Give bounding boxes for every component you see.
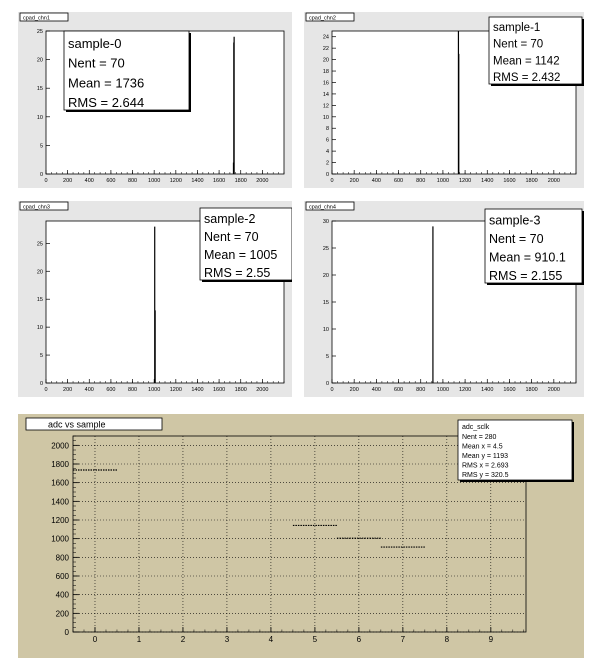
x-tick-label: 1400 xyxy=(191,178,204,184)
x-tick-label: 600 xyxy=(106,178,116,184)
x-tick-label: 1200 xyxy=(169,178,182,184)
stats-line: Mean x = 4.5 xyxy=(462,443,503,451)
y-tick-label: 5 xyxy=(325,354,329,360)
y-tick-label: 25 xyxy=(322,246,329,252)
histogram-sample-1 xyxy=(304,12,584,188)
x-tick-label: 400 xyxy=(371,178,381,184)
x-tick-label: 0 xyxy=(44,387,48,393)
y-tick-label: 200 xyxy=(55,609,69,619)
y-tick-label: 0 xyxy=(325,381,329,387)
y-tick-label: 1200 xyxy=(51,516,69,525)
stats-rms: RMS = 2.55 xyxy=(204,266,271,280)
stats-rms: RMS = 2.432 xyxy=(493,72,561,84)
pad-1 xyxy=(18,12,292,188)
y-tick-label: 16 xyxy=(322,80,329,87)
stats-mean: Mean = 1005 xyxy=(204,248,278,262)
y-tick-label: 15 xyxy=(322,300,329,306)
stats-mean: Mean = 1736 xyxy=(68,75,145,91)
x-tick-label: 200 xyxy=(349,178,359,184)
histogram-sample-2 xyxy=(18,201,292,397)
x-tick-label: 1000 xyxy=(436,387,450,393)
x-tick-label: 1200 xyxy=(458,178,472,184)
x-tick-label: 1400 xyxy=(191,387,204,393)
x-tick-label: 200 xyxy=(63,387,73,393)
pad-bottom xyxy=(18,414,584,658)
x-tick-label: 1600 xyxy=(503,178,516,184)
x-tick-label: 0 xyxy=(92,635,98,644)
x-tick-label: 600 xyxy=(393,387,404,393)
x-tick-label: 600 xyxy=(393,178,404,184)
x-tick-label: 400 xyxy=(84,387,94,393)
x-tick-label: 6 xyxy=(356,635,362,644)
x-tick-label: 1 xyxy=(136,635,142,644)
y-tick-label: 25 xyxy=(36,241,43,248)
y-tick-label: 10 xyxy=(322,114,329,121)
y-tick-label: 10 xyxy=(36,114,43,121)
stats-name: sample-1 xyxy=(493,21,541,34)
stats-line: RMS x = 2.693 xyxy=(462,462,509,470)
x-tick-label: 0 xyxy=(330,387,334,393)
stats-name: sample-3 xyxy=(489,213,541,228)
x-tick-label: 0 xyxy=(44,178,48,184)
y-tick-label: 2000 xyxy=(51,441,69,451)
y-tick-label: 20 xyxy=(36,269,43,276)
stats-entries: Nent = 70 xyxy=(204,230,259,244)
y-tick-label: 2 xyxy=(325,160,329,167)
stats-line: Mean y = 1193 xyxy=(462,453,508,460)
stats-entries: Nent = 70 xyxy=(68,55,125,71)
x-tick-label: 9 xyxy=(488,635,494,644)
stats-name: sample-0 xyxy=(68,35,122,51)
x-tick-label: 1800 xyxy=(525,178,538,184)
x-tick-label: 0 xyxy=(330,178,334,184)
x-tick-label: 1000 xyxy=(148,387,161,393)
x-tick-label: 800 xyxy=(416,387,426,393)
x-tick-label: 800 xyxy=(127,178,138,184)
x-tick-label: 1000 xyxy=(148,178,161,184)
x-tick-label: 1400 xyxy=(481,178,494,184)
y-tick-label: 24 xyxy=(322,34,329,41)
stats-rms: RMS = 2.644 xyxy=(68,95,145,110)
x-tick-label: 1200 xyxy=(169,387,182,393)
x-tick-label: 600 xyxy=(106,387,116,393)
y-tick-label: 0 xyxy=(39,172,43,178)
x-tick-label: 2000 xyxy=(256,178,269,184)
y-tick-label: 800 xyxy=(55,553,69,563)
x-tick-label: 1400 xyxy=(481,387,494,393)
x-tick-label: 1600 xyxy=(503,387,516,393)
x-tick-label: 1600 xyxy=(212,178,226,184)
x-tick-label: 2000 xyxy=(547,387,560,393)
x-tick-label: 1800 xyxy=(234,178,247,184)
x-tick-label: 1800 xyxy=(525,387,538,393)
y-tick-label: 20 xyxy=(322,57,329,64)
pad-title: cpad_chn4 xyxy=(309,204,336,211)
x-tick-label: 1000 xyxy=(436,178,450,184)
x-tick-label: 8 xyxy=(444,635,450,644)
pad-title: cpad_chn2 xyxy=(309,15,336,22)
y-tick-label: 1400 xyxy=(51,497,69,507)
y-tick-label: 10 xyxy=(322,327,329,333)
x-tick-label: 400 xyxy=(371,387,381,393)
y-tick-label: 18 xyxy=(322,69,329,76)
y-tick-label: 600 xyxy=(55,572,69,581)
pad-title: cpad_chn3 xyxy=(23,204,50,211)
x-tick-label: 200 xyxy=(63,178,73,184)
stats-entries: Nent = 70 xyxy=(489,232,544,246)
y-tick-label: 1600 xyxy=(51,478,69,488)
histogram-sample-0 xyxy=(18,12,292,188)
y-tick-label: 25 xyxy=(36,29,43,35)
x-tick-label: 7 xyxy=(400,635,406,644)
y-tick-label: 8 xyxy=(325,126,329,133)
pad-2 xyxy=(304,12,584,188)
y-tick-label: 5 xyxy=(39,353,43,360)
x-tick-label: 400 xyxy=(84,178,94,184)
x-tick-label: 1600 xyxy=(212,387,226,393)
y-tick-label: 15 xyxy=(36,297,43,304)
y-tick-label: 20 xyxy=(36,57,43,64)
stats-mean: Mean = 910.1 xyxy=(489,250,566,265)
y-tick-label: 30 xyxy=(322,219,329,225)
pad-3 xyxy=(18,201,292,397)
y-tick-label: 22 xyxy=(322,46,329,53)
y-tick-label: 1000 xyxy=(51,534,69,544)
x-tick-label: 2000 xyxy=(256,387,269,393)
y-tick-label: 400 xyxy=(55,590,69,600)
y-tick-label: 5 xyxy=(39,143,43,150)
x-tick-label: 1800 xyxy=(234,387,247,393)
y-tick-label: 0 xyxy=(325,172,329,178)
x-tick-label: 2000 xyxy=(547,178,560,184)
pad-4 xyxy=(304,201,584,397)
x-tick-label: 800 xyxy=(127,387,138,393)
stats-mean: Mean = 1142 xyxy=(493,55,560,68)
pad-title: cpad_chn1 xyxy=(23,15,50,22)
x-tick-label: 800 xyxy=(416,178,426,184)
y-tick-label: 6 xyxy=(325,137,329,144)
y-tick-label: 15 xyxy=(36,86,43,93)
x-tick-label: 200 xyxy=(349,387,359,393)
x-tick-label: 1200 xyxy=(458,387,472,393)
scatter-adc-vs-sample xyxy=(18,414,584,658)
y-tick-label: 4 xyxy=(325,149,329,156)
x-tick-label: 2 xyxy=(180,635,186,644)
y-tick-label: 0 xyxy=(64,628,69,637)
stats-name: adc_sclk xyxy=(462,424,490,431)
stats-line: Nent = 280 xyxy=(462,434,497,441)
stats-name: sample-2 xyxy=(204,212,256,226)
stats-rms: RMS = 2.155 xyxy=(489,269,563,283)
x-tick-label: 5 xyxy=(312,635,318,644)
y-tick-label: 10 xyxy=(36,325,43,332)
stats-entries: Nent = 70 xyxy=(493,38,544,51)
stats-line: RMS y = 320.5 xyxy=(462,472,509,479)
y-tick-label: 1800 xyxy=(51,460,69,469)
y-tick-label: 14 xyxy=(322,91,329,98)
y-tick-label: 20 xyxy=(322,273,329,279)
x-tick-label: 3 xyxy=(224,635,230,644)
y-tick-label: 0 xyxy=(39,381,43,387)
histogram-sample-3 xyxy=(304,201,584,397)
chart-title: adc vs sample xyxy=(48,419,106,430)
x-tick-label: 4 xyxy=(268,635,274,644)
y-tick-label: 12 xyxy=(322,103,329,110)
